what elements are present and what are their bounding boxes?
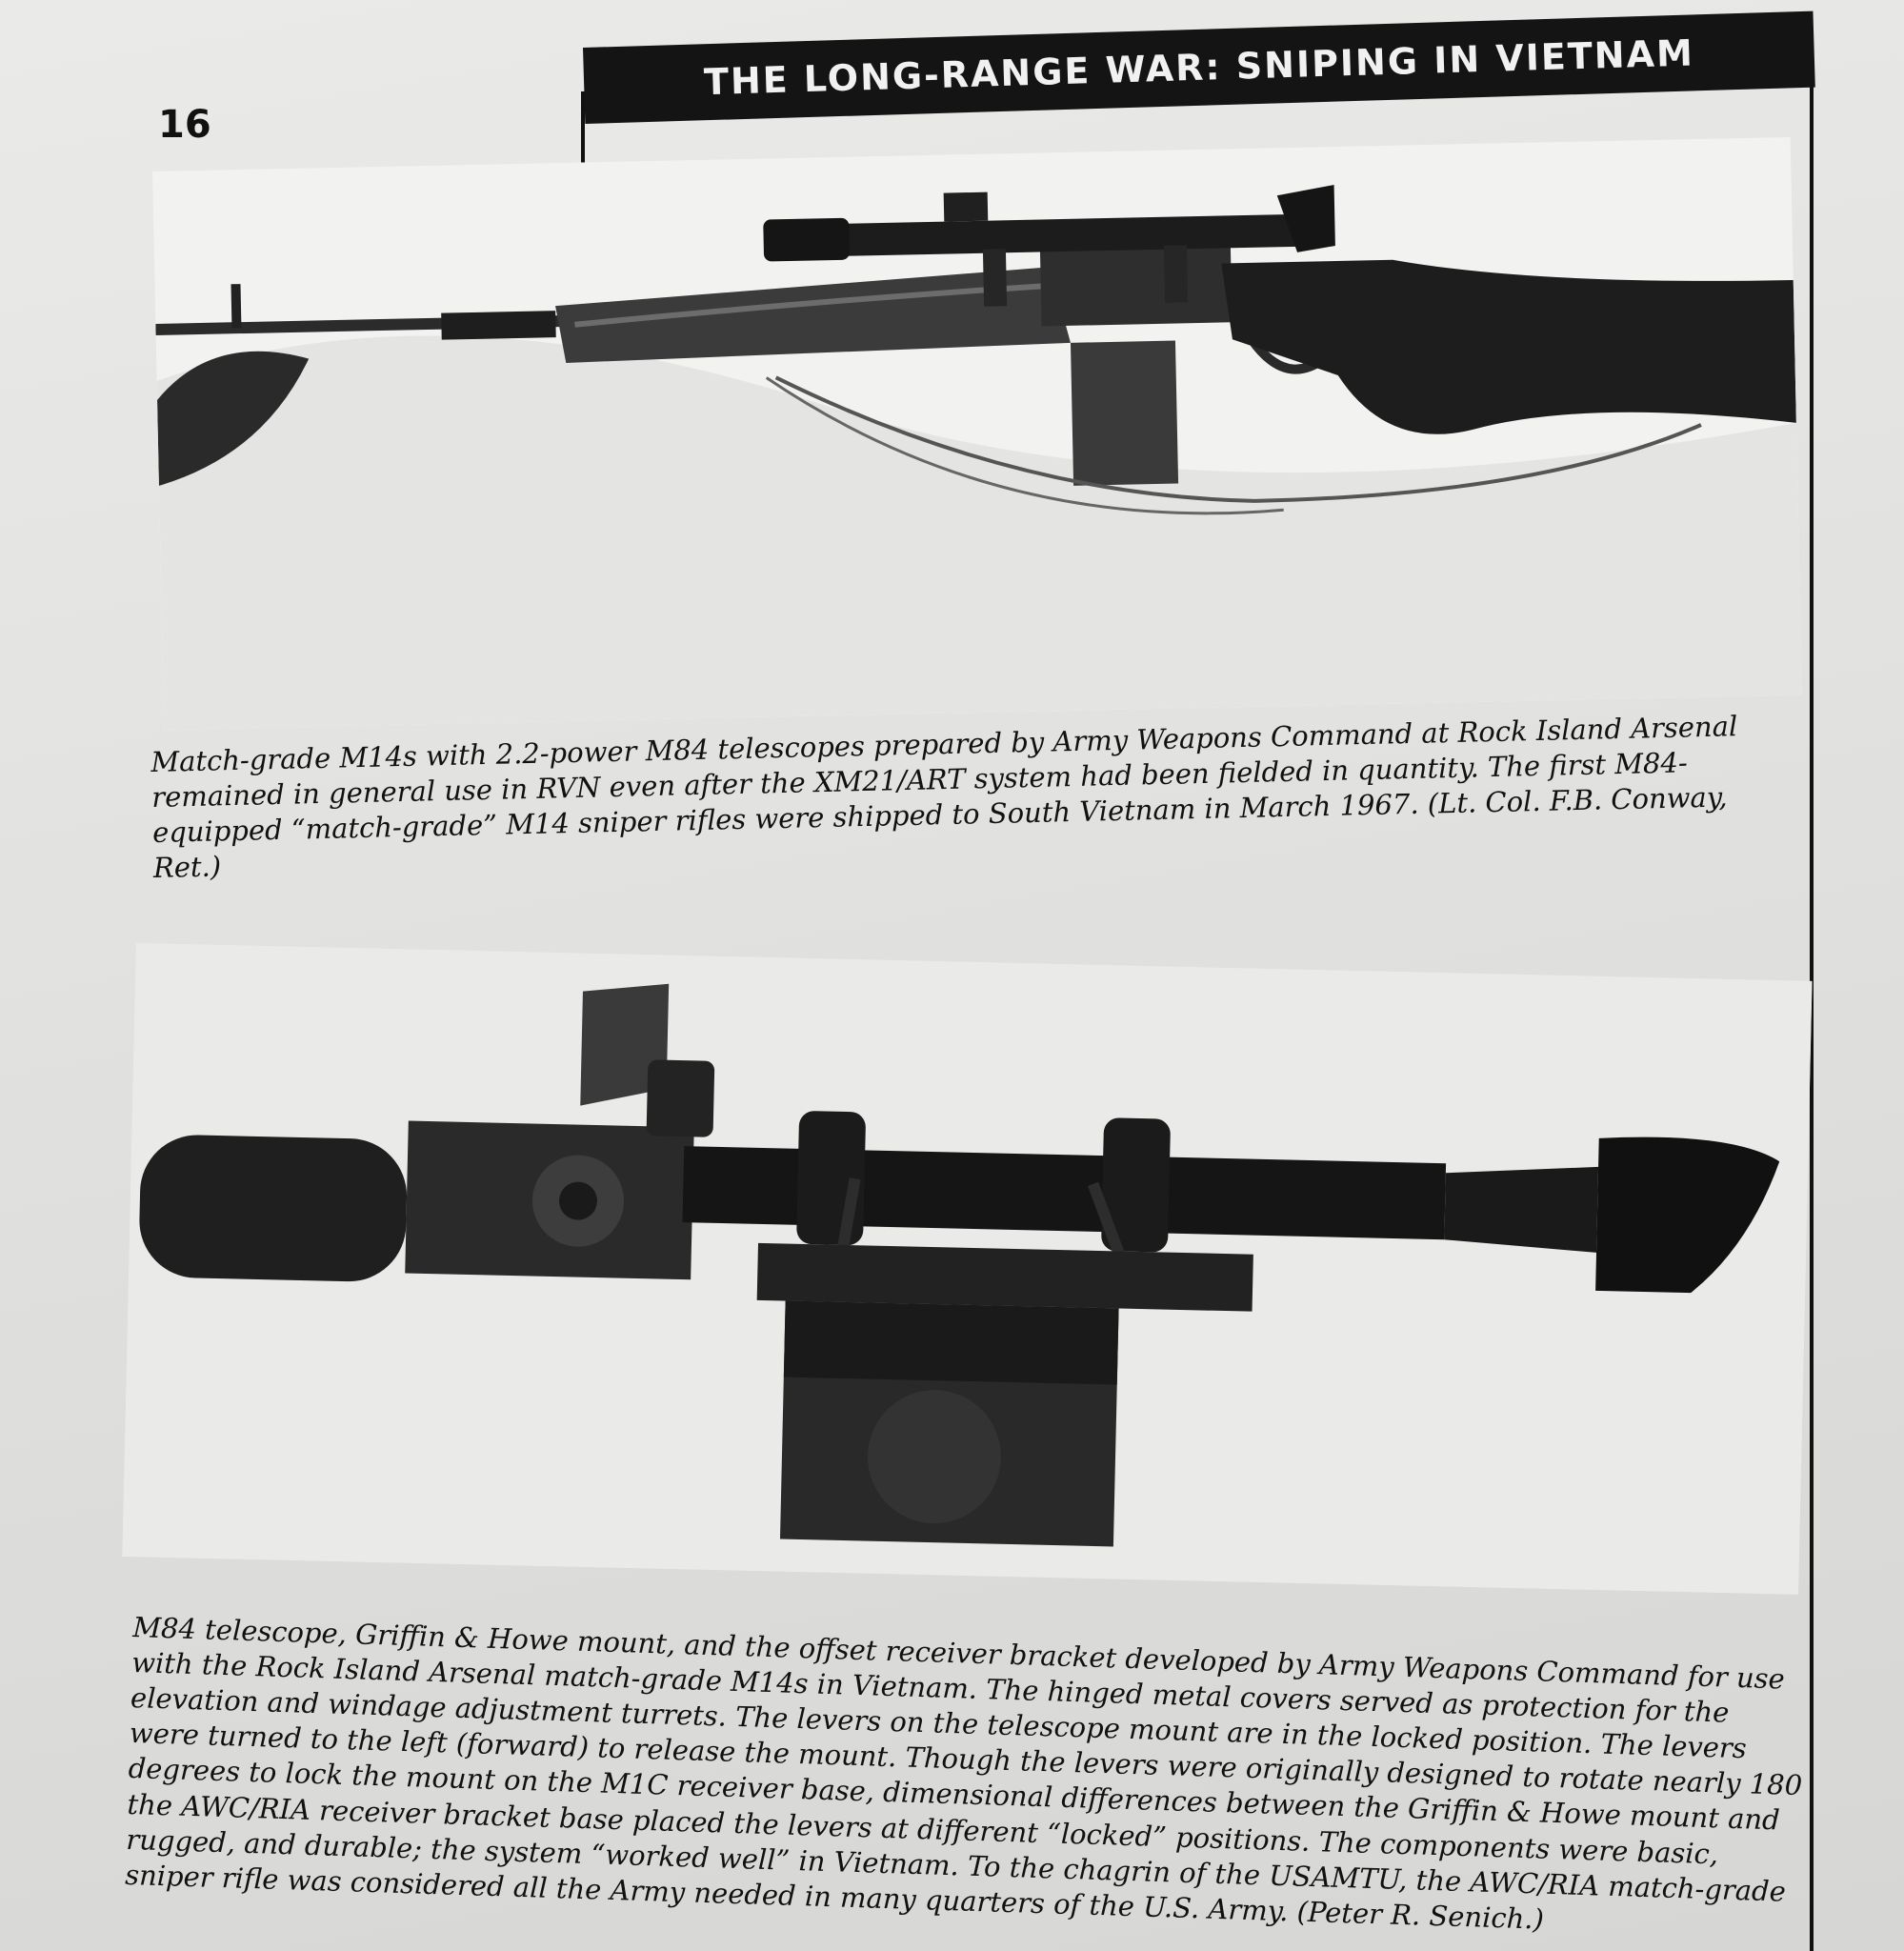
running-head-title: THE LONG-RANGE WAR: SNIPING IN VIETNAM	[703, 31, 1695, 104]
figure-caption-1: Match-grade M14s with 2.2-power M84 telescopes prepared by Army Weapons Command at Rock Island Arsenal remained in general use in RVN even after the XM21/ART system had been fielded in quantity. The first M84-equipped “match-grade” M14 sniper rifles were shipped to South Vietnam in March 1967. (Lt. Col. F.B. Conway, Ret.)	[150, 710, 1738, 885]
rifle-photo	[152, 137, 1802, 730]
rifle-illustration	[152, 137, 1802, 730]
figure-caption-2: M84 telescope, Griffin & Howe mount, and the offset receiver bracket developed by Army Weapons Command for use with the Rock Island Arsenal match-grade M14s in Vietnam. The hinged metal covers served as protection for the elevation and windage adjustment turrets. The levers on the telescope mount are in the locked position. The levers were turned to the left (forward) to release the mount. Though the levers were originally designed to rotate nearly 180 degrees to lock the mount on the M1C receiver base, dimensional differences between the Griffin & Howe mount and the AWC/RIA receiver bracket base placed the levers at different “locked” positions. The components were basic, rugged, and durable; the system “worked well” in Vietnam. To the chagrin of the USAMTU, the AWC/RIA match-grade sniper rifle was considered all the Army needed in many quarters of the U.S. Army. (Peter R. Senich.)	[124, 1610, 1803, 1936]
scope-mount-photo	[122, 943, 1812, 1595]
running-head-bar	[583, 11, 1815, 124]
page-number: 16	[158, 103, 211, 147]
scope-mount-illustration	[122, 943, 1812, 1595]
